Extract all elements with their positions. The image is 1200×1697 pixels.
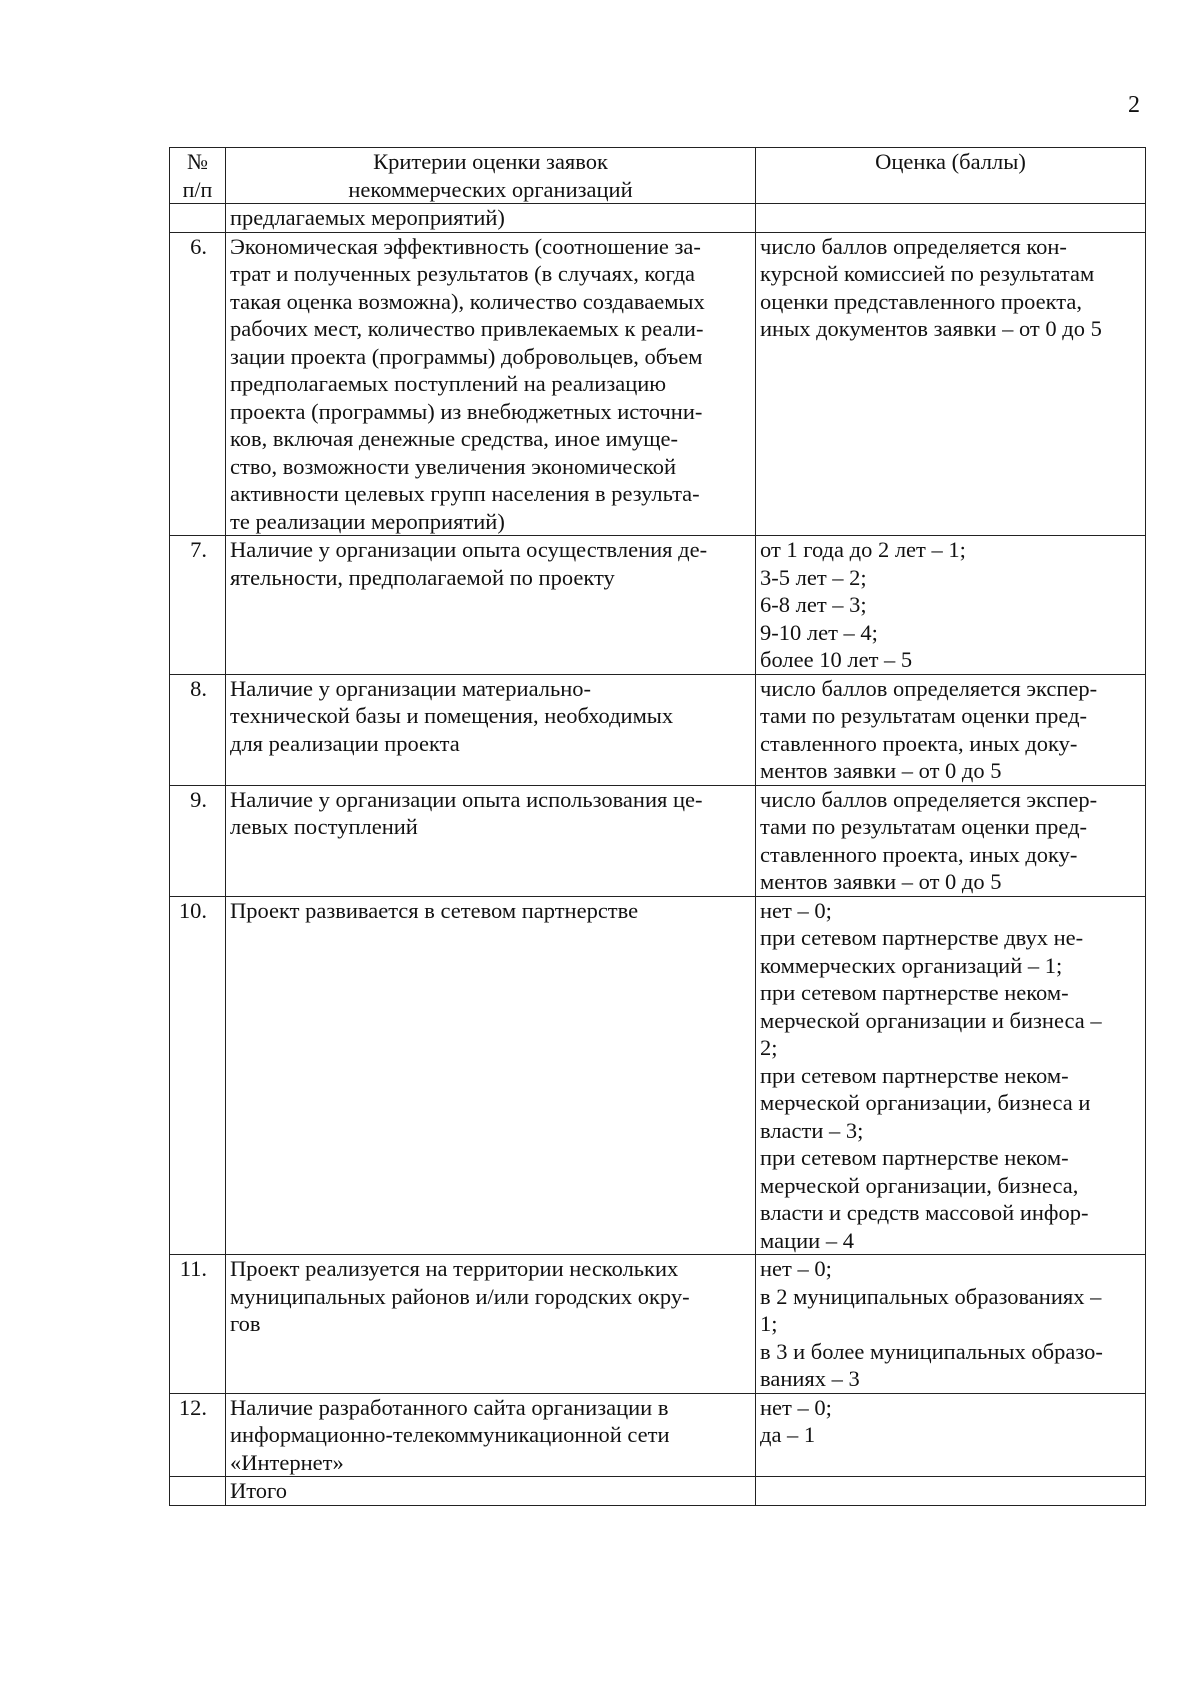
header-num-line: № xyxy=(187,149,208,174)
score-text xyxy=(756,1255,1146,1394)
criterion-text xyxy=(226,536,756,675)
row-number: 12. xyxy=(170,1393,226,1477)
header-num xyxy=(170,148,226,204)
criterion-line: такая оценка возможна), количество создаваемых xyxy=(230,288,705,314)
criterion-line: Экономическая эффективность (соотношение за- xyxy=(230,233,701,259)
criterion-line: «Интернет» xyxy=(230,1449,344,1475)
criterion-line: муниципальных районов и/или городских окру- xyxy=(230,1283,690,1309)
continuation-score xyxy=(756,204,1146,233)
criteria-table xyxy=(169,147,1146,1506)
page-number: 2 xyxy=(1128,92,1140,118)
header-score-label: Оценка (баллы) xyxy=(875,149,1026,174)
score-text xyxy=(756,896,1146,1255)
score-line: 1; xyxy=(760,1311,778,1336)
criterion-line: предполагаемых поступлений на реализацию xyxy=(230,371,667,396)
score-line: ставленного проекта, иных доку- xyxy=(760,841,1078,867)
row-number: 10. xyxy=(170,896,226,1255)
criterion-text xyxy=(226,1393,756,1477)
criterion-line: Наличие у организации материально- xyxy=(230,675,592,701)
score-line: мерческой организации и бизнеса – xyxy=(760,1007,1102,1033)
score-line: мерческой организации, бизнеса, xyxy=(760,1172,1079,1198)
score-line: число баллов определяется кон- xyxy=(760,233,1067,259)
score-line: число баллов определяется экспер- xyxy=(760,675,1098,701)
row-number: 7. xyxy=(170,536,226,675)
criterion-line: ство, возможности увеличения экономической xyxy=(230,453,677,479)
criterion-text xyxy=(226,674,756,785)
header-criteria xyxy=(226,148,756,204)
criterion-line: трат и полученных результатов (в случаях, когда xyxy=(230,261,696,286)
score-line: нет – 0; xyxy=(760,1394,832,1420)
score-line: в 2 муниципальных образованиях – xyxy=(760,1283,1102,1309)
criterion-line: зации проекта (программы) добровольцев, объем xyxy=(230,343,703,369)
score-line: иных документов заявки – от 0 до 5 xyxy=(760,316,1102,341)
criterion-line: Проект развивается в сетевом партнерстве xyxy=(230,897,639,923)
score-line: при сетевом партнерстве неком- xyxy=(760,1145,1069,1170)
total-row xyxy=(170,1477,1146,1506)
criterion-line: Проект реализуется на территории нескольких xyxy=(230,1256,679,1281)
continuation-row xyxy=(170,204,1146,233)
criterion-text xyxy=(226,232,756,536)
score-line: от 1 года до 2 лет – 1; xyxy=(760,537,966,562)
criterion-line: информационно-телекоммуникационной сети xyxy=(230,1422,670,1447)
score-text xyxy=(756,232,1146,536)
row-number: 11. xyxy=(170,1255,226,1394)
criterion-line: те реализации мероприятий) xyxy=(230,508,505,534)
score-line: тами по результатам оценки пред- xyxy=(760,814,1088,839)
score-line: да – 1 xyxy=(760,1422,816,1447)
criterion-line: ятельности, предполагаемой по проекту xyxy=(230,564,615,590)
score-line: ваниях – 3 xyxy=(760,1366,860,1391)
score-line: 9-10 лет – 4; xyxy=(760,619,878,645)
score-text xyxy=(756,536,1146,675)
criterion-line: гов xyxy=(230,1311,261,1336)
criterion-line: проекта (программы) из внебюджетных источни- xyxy=(230,398,703,424)
score-line: мерческой организации, бизнеса и xyxy=(760,1090,1091,1115)
criterion-row xyxy=(170,232,1146,536)
score-line: ментов заявки – от 0 до 5 xyxy=(760,869,1002,894)
header-criteria-line: Критерии оценки заявок xyxy=(373,149,608,174)
score-line: 6-8 лет – 3; xyxy=(760,592,867,617)
score-line: коммерческих организаций – 1; xyxy=(760,952,1063,978)
criterion-row xyxy=(170,536,1146,675)
score-line: нет – 0; xyxy=(760,1256,832,1281)
score-line: при сетевом партнерстве двух не- xyxy=(760,925,1084,950)
continuation-num xyxy=(170,204,226,233)
score-text xyxy=(756,674,1146,785)
criterion-line: для реализации проекта xyxy=(230,730,460,756)
score-line: тами по результатам оценки пред- xyxy=(760,703,1088,728)
criterion-line: ков, включая денежные средства, иное имуще- xyxy=(230,426,679,451)
criterion-row xyxy=(170,896,1146,1255)
criterion-row xyxy=(170,674,1146,785)
criterion-row xyxy=(170,1255,1146,1394)
score-line: ментов заявки – от 0 до 5 xyxy=(760,758,1002,783)
score-line: власти и средств массовой инфор- xyxy=(760,1200,1089,1225)
score-line: 2; xyxy=(760,1035,778,1060)
continuation-text: предлагаемых мероприятий) xyxy=(230,205,505,230)
header-num-line: п/п xyxy=(182,176,213,202)
criterion-line: Наличие у организации опыта осуществления де- xyxy=(230,537,708,562)
criterion-line: технической базы и помещения, необходимых xyxy=(230,703,674,728)
score-line: оценки представленного проекта, xyxy=(760,288,1082,314)
score-line: ставленного проекта, иных доку- xyxy=(760,730,1078,756)
score-line: нет – 0; xyxy=(760,897,832,923)
total-label: Итого xyxy=(226,1477,756,1506)
criterion-line: рабочих мест, количество привлекаемых к реали- xyxy=(230,316,704,341)
score-line: число баллов определяется экспер- xyxy=(760,786,1098,812)
criterion-text xyxy=(226,896,756,1255)
header-score xyxy=(756,148,1146,204)
score-text xyxy=(756,785,1146,896)
row-number: 6. xyxy=(170,232,226,536)
header-criteria-line: некоммерческих организаций xyxy=(348,176,633,202)
criterion-line: левых поступлений xyxy=(230,814,418,839)
criterion-row xyxy=(170,1393,1146,1477)
continuation-criteria xyxy=(226,204,756,233)
score-line: более 10 лет – 5 xyxy=(760,647,913,672)
score-line: курсной комиссией по результатам xyxy=(760,261,1095,286)
score-line: мации – 4 xyxy=(760,1227,854,1253)
header-row xyxy=(170,148,1146,204)
criterion-line: Наличие разработанного сайта организации в xyxy=(230,1394,669,1420)
score-line: 3-5 лет – 2; xyxy=(760,564,867,590)
criterion-line: Наличие у организации опыта использования це- xyxy=(230,786,703,812)
score-line: власти – 3; xyxy=(760,1117,864,1143)
total-num xyxy=(170,1477,226,1506)
criterion-text xyxy=(226,785,756,896)
row-number: 9. xyxy=(170,785,226,896)
row-number: 8. xyxy=(170,674,226,785)
criterion-row xyxy=(170,785,1146,896)
score-line: при сетевом партнерстве неком- xyxy=(760,980,1069,1005)
score-line: в 3 и более муниципальных образо- xyxy=(760,1338,1103,1364)
total-score xyxy=(756,1477,1146,1506)
score-text xyxy=(756,1393,1146,1477)
criterion-line: активности целевых групп населения в результа- xyxy=(230,481,700,506)
criterion-text xyxy=(226,1255,756,1394)
score-line: при сетевом партнерстве неком- xyxy=(760,1062,1069,1088)
